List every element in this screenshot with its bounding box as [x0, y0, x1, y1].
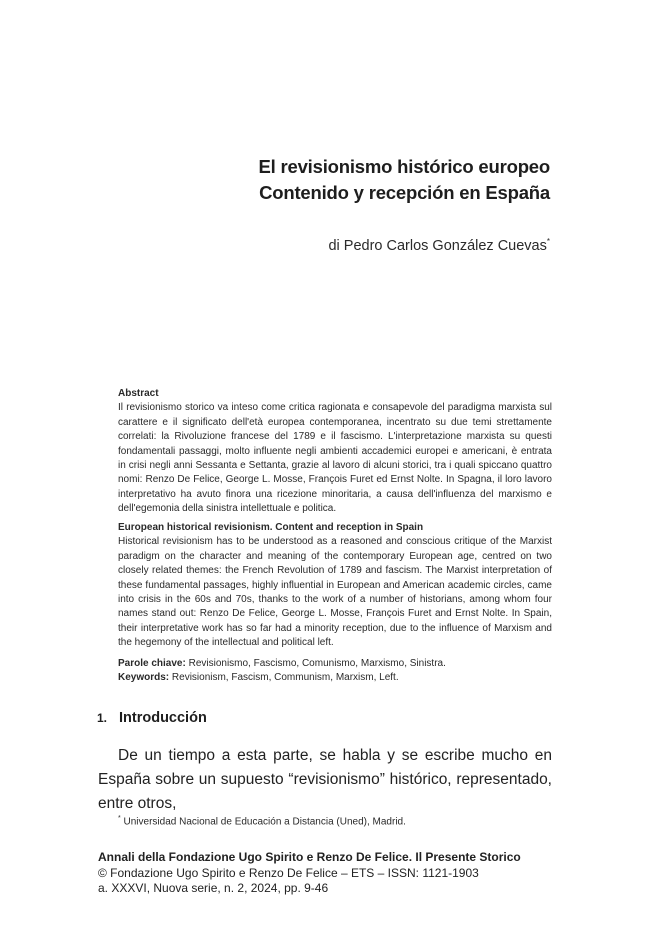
- abstract-heading: Abstract: [118, 388, 159, 399]
- body-paragraph: De un tiempo a esta parte, se habla y se escribe mucho en España sobre un supuesto “revisionismo” histórico, representado, entre otros,: [98, 747, 552, 812]
- footnote: [118, 815, 406, 827]
- copyright-line: © Fondazione Ugo Spirito e Renzo De Felice – ETS – ISSN: 1121-1903: [98, 865, 479, 880]
- section-title: Introducción: [119, 710, 207, 726]
- author-line: [328, 237, 550, 254]
- keywords-label-en: Keywords:: [118, 672, 170, 683]
- keywords-value: Revisionismo, Fascismo, Comunismo, Marxismo, Sinistra.: [188, 658, 446, 669]
- author-name: di Pedro Carlos González Cuevas: [328, 237, 547, 254]
- abstract-italian: [118, 387, 552, 517]
- article-title: El revisionismo histórico europeo: [258, 156, 550, 177]
- abstract-english: [118, 521, 552, 651]
- keywords-value-en: Revisionism, Fascism, Communism, Marxism, Left.: [171, 672, 399, 683]
- journal-name: Annali della Fondazione Ugo Spirito e Renzo De Felice. Il Presente Storico: [98, 850, 521, 864]
- footnote-mark: *: [118, 815, 121, 822]
- footnote-text: Universidad Nacional de Educación a Distancia (Uned), Madrid.: [123, 816, 406, 828]
- keywords-english: [118, 671, 558, 685]
- page-footer: [98, 850, 521, 897]
- issue-line: a. XXXVI, Nuova serie, n. 2, 2024, pp. 9-46: [98, 881, 329, 895]
- section-number: 1.: [97, 711, 108, 725]
- author-footnote-mark[interactable]: *: [546, 237, 550, 246]
- abstract-body-en: Historical revisionism has to be understood as a reasoned and conscious critique of the Marxist paradigm on the character and meaning of the contemporary European age, centred on two closely related themes: the French Revolution of 1789 and fascism. The Marxist interpretation of these fundamental passages, highly influential in European and American academic circles, came into crisis in the 60s and 70s, thanks to the work of a number of historians, among whom four names stand out: Renzo De Felice, George L. Mosse, François Furet and Ernst Nolte. In Spain, their interpretative work has so far had a minority reception, due to the influence of Marxism and the hegemony of the intellectual and political left.: [118, 536, 552, 649]
- abstract-body: Il revisionismo storico va inteso come critica ragionata e consapevole del paradigma marxista sul carattere e il significato dell'età europea contemporanea, incentrato su due temi strettamente correlati: la Rivoluzione francese del 1789 e il fascismo. L'interpretazione marxista su questi fondamentali passaggi, molto influente negli ambienti accademici europei e americani, è entrata in crisi negli anni Sessanta e Settanta, grazie al lavoro di alcuni storici, tra i quali spiccano quattro nomi: Renzo De Felice, George L. Mosse, François Furet ed Ernst Nolte. In Spagna, il loro lavoro interpretativo ha avuto finora una ricezione minoritaria, a causa dell'influenza del marxismo e dell'egemonia della sinistra intellettuale e politica.: [118, 402, 552, 515]
- abstract-heading-en: European historical revisionism. Content and reception in Spain: [118, 522, 424, 533]
- article-subtitle: Contenido y recepción en España: [259, 182, 550, 203]
- section-heading: [97, 710, 207, 726]
- keywords-italian: [118, 657, 558, 671]
- title-block: [258, 154, 550, 206]
- keywords-label: Parole chiave:: [118, 658, 186, 669]
